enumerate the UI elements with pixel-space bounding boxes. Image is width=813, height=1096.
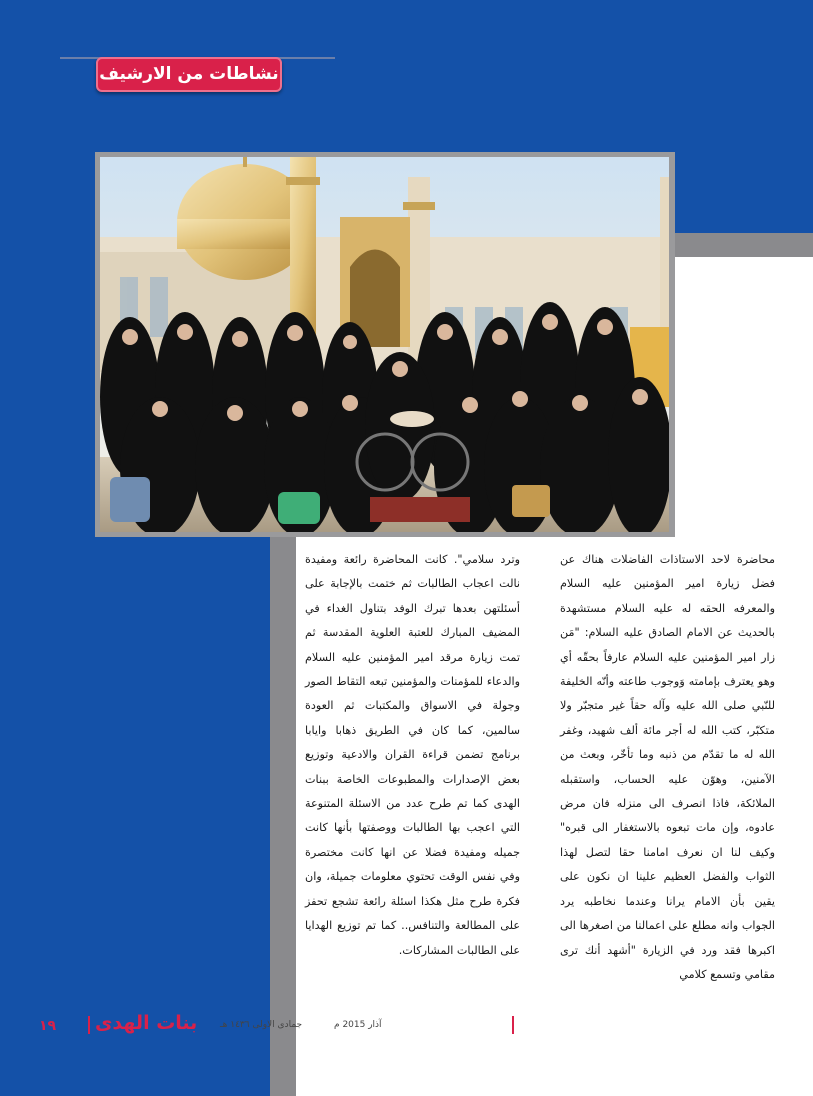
- article-paragraph-left: وترد سلامي". كانت المحاضرة رائعة ومفيدة نالت اعجاب الطالبات ثم ختمت بالإجابة على أسئلتهن بعدها تبرك الوفد بتناول الغداء في المضيف المبارك للعتبة العلوية المقدسة ثم تمت زيارة مرقد امير المؤمنين عليه السلام والدعاء للمؤمنات والمؤمنين تبعه التقاط الصور وجولة في الاسواق والمكتبات ثم العودة سالمين، كما كان في الطريق ذهابا وايابا برنامج تضمن قراءة القران والادعية وتوزيع بعض الإصدارات والمطبوعات الخاصة ببنات الهدى كما تم طرح عدد من الاسئلة المتنوعة التي اعجب بها الطالبات ووصفتها بأنها كانت جميله ومفيدة فضلا عن انها كانت مختصرة وفي نفس الوقت تحتوي معلومات جميلة، وان فكرة طرح مثل هكذا اسئلة رائعة تشجع تحفز على المطالعة والتنافس.. كما تم توزيع الهدايا على الطالبات المشاركات.: [305, 553, 520, 957]
- issue-date: آذار 2015 م: [334, 1020, 382, 1030]
- section-title-badge: [96, 57, 282, 92]
- article-column-right: [560, 548, 775, 987]
- article-paragraph-right: محاضرة لاحد الاستاذات الفاضلات هناك عن فضل زيارة امير المؤمنين عليه السلام والمعرفه الحقه له عليه السلام مستشهدة بالحديث عن الامام الصادق عليه السلام: "مَن زار امير المؤمنين عليه السلام عارفاً بحقّه أي وهو يعترف بإمامته وَوجوب طاعته وأنّه الخليفة للنّبي صلى الله عليه وآله حقاً غير متجبّر ولا متكبّر، كتب الله له أجر مائة ألف شهيد، وغفر الله له ما تقدّم من ذنبه وما تأخّر، وبعث من الآمنين، وهوّن عليه الحساب، واستقبله الملائكة، فاذا انصرف الى منزله فان مرض عادوه، وإن مات تبعوه بالاستغفار الى قبره" وكيف لنا ان نعرف امامنا حقا لتصل لهذا الثواب والفضل العظيم علينا ان نكون على يقين بأن الامام يرانا وعندما نخاطبه يرد الجواب وانه مطلع على اعمالنا من اصغرها الى اكبرها فقد ورد في الزيارة "أشهد أنك ترى مقامي وتسمع كلامي: [560, 553, 775, 981]
- decorative-gray-strip: [270, 537, 296, 1096]
- footer-divider: [88, 1016, 90, 1034]
- section-title: نشاطات من الارشيف: [99, 64, 279, 84]
- page-footer: [39, 1012, 813, 1038]
- group-photo: [100, 157, 669, 532]
- article-column-left: [305, 548, 520, 963]
- decorative-gray-bar: [675, 233, 813, 257]
- page-number: ١٩: [39, 1018, 57, 1034]
- hijri-date: جمادى الاولى ١٤٣٦ هـ: [220, 1020, 303, 1030]
- footer-divider-2: [512, 1016, 514, 1034]
- magazine-logo: بنات الهدى: [95, 1012, 198, 1034]
